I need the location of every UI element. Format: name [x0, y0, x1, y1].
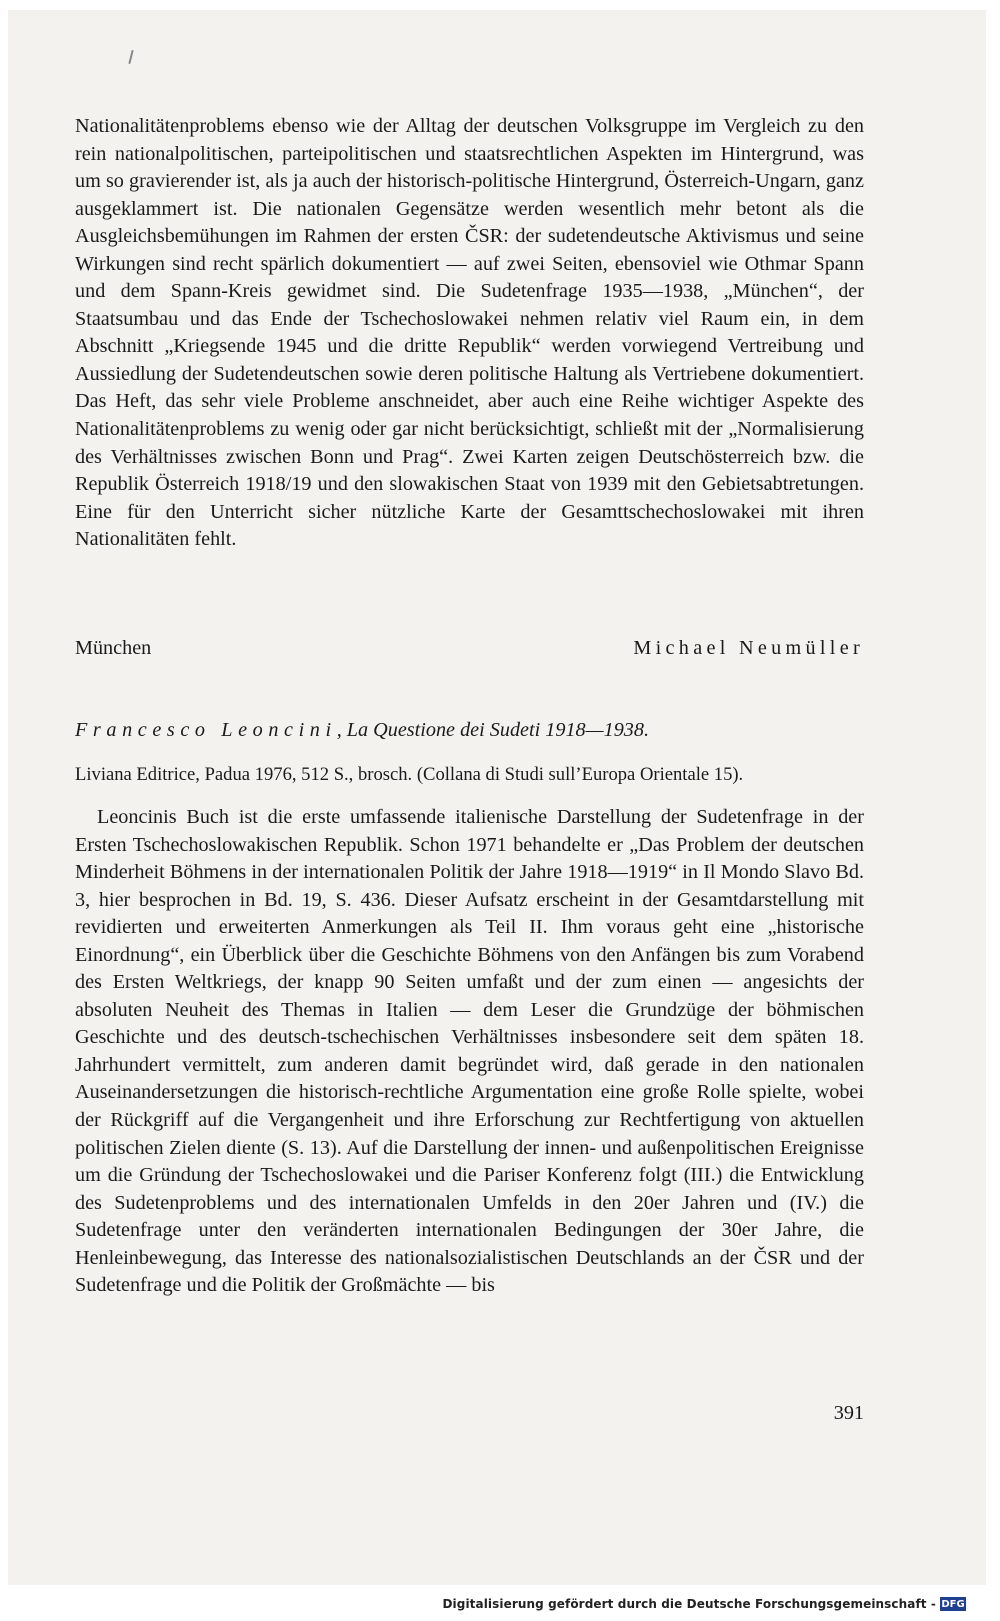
reviewer-name: Michael Neumüller — [633, 637, 864, 659]
book-title: La Questione dei Sudeti 1918—1938. — [346, 719, 650, 741]
previous-review-text — [75, 113, 864, 554]
book-author: Francesco Leoncini — [75, 719, 337, 741]
dfg-logo: DFG — [941, 1598, 965, 1610]
review-text — [75, 804, 864, 1300]
scan-mark — [128, 50, 133, 64]
review-heading — [75, 719, 864, 742]
publication-info: Liviana Editrice, Padua 1976, 512 S., brosch. (Collana di Studi sull’Europa Orientale 15). — [75, 764, 744, 785]
review-paragraph: Leoncinis Buch ist die erste umfassende italienische Darstellung der Sudetenfrage in der Ersten Tschechoslowakischen Republik. Schon 1971 behandelte er „Das Problem der deutschen Minderheit Böhmens in der internationalen Politik der Jahre 1918—1919“ in Il Mondo Slavo Bd. 3, hier besprochen in Bd. 19, S. 436. Dieser Aufsatz erscheint in der Gesamtdarstellung mit revidierten und erweiterten Anmerkungen als Teil II. Ihm voraus geht eine „historische Einordnung“, ein Überblick über die Geschichte Böhmens von den Anfängen bis zum Vorabend des Ersten Weltkriegs, der knapp 90 Seiten umfaßt und der zum einen — angesichts der absoluten Neuheit des Themas in Italien — dem Leser die Grundzüge der böhmischen Geschichte und des deutsch-tschechischen Verhältnisses insbesondere seit dem späten 18. Jahrhundert vermittelt, zum anderen damit begründet wird, daß gerade in den nationalen Auseinandersetzungen die historisch-rechtliche Argumentation eine große Rolle spielte, wobei der Rückgriff auf die Vergangenheit und ihre Erforschung zur Rechtfertigung von aktuellen politischen Zielen diente (S. 13). Auf die Darstellung der innen- und außenpolitischen Ereignisse um die Gründung der Tschechoslowakei und die Pariser Konferenz folgt (III.) die Entwicklung des Sudetenproblems und des internationalen Umfelds in den 20er Jahren und (IV.) die Sudetenfrage unter den veränderten internationalen Bedingungen der 30er Jahre, die Henleinbewegung, das Interesse des nationalsozialistischen Deutschlands an der ČSR und der Sudetenfrage und die Politik der Großmächte — bis — [75, 806, 864, 1297]
footer-text: Digitalisierung gefördert durch die Deutsche Forschungsgemeinschaft - — [442, 1597, 936, 1611]
review-place: München — [75, 637, 152, 659]
digitization-footer — [442, 1592, 966, 1616]
previous-review-paragraph: Nationalitätenproblems ebenso wie der Alltag der deutschen Volksgruppe im Vergleich zu den rein nationalpolitischen, parteipolitischen und staatsrechtlichen Aspekten im Hintergrund, was um so gravierender ist, als ja auch der historisch-politische Hintergrund, Österreich-Ungarn, ganz ausgeklammert ist. Die nationalen Gegensätze werden wesentlich mehr betont als die Ausgleichsbemühungen im Rahmen der ersten ČSR: der sudetendeutsche Aktivismus und seine Wirkungen sind recht spärlich dokumentiert — auf zwei Seiten, ebensoviel wie Othmar Spann und dem Spann-Kreis gewidmet sind. Die Sudetenfrage 1935—1938, „München“, der Staatsumbau und das Ende der Tschechoslowakei nehmen relativ viel Raum ein, in dem Abschnitt „Kriegsende 1945 und die dritte Republik“ werden vorwiegend Vertreibung und Aussiedlung der Sudetendeutschen sowie deren politische Haltung als Vertriebene dokumentiert. Das Heft, das sehr viele Probleme anschneidet, aber auch eine Reihe wichtiger Aspekte des Nationalitätenproblems zu wenig oder gar nicht berücksichtigt, schließt mit der „Normalisierung des Verhältnisses zwischen Bonn und Prag“. Zwei Karten zeigen Deutschösterreich bzw. die Republik Österreich 1918/19 und den slowakischen Staat von 1939 mit den Gebietsabtretungen. Eine für den Unterricht sicher nützliche Karte der Gesamttschechoslowakei mit ihren Nationalitäten fehlt. — [75, 115, 864, 551]
reviewer-signature — [75, 637, 864, 660]
page-number: 391 — [833, 1402, 864, 1424]
heading-separator: , — [336, 719, 347, 741]
